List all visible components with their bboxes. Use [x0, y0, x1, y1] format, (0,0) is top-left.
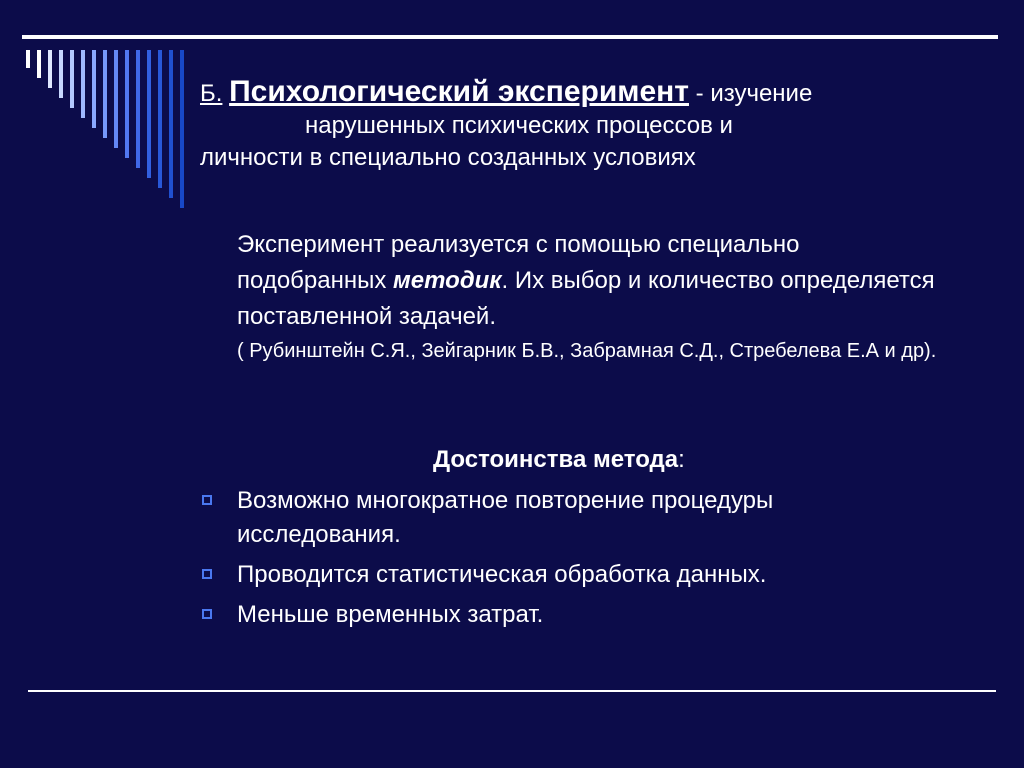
title-line-2: нарушенных психических процессов и — [305, 112, 733, 139]
bottom-rule — [28, 690, 996, 692]
title-line-1 — [200, 76, 940, 110]
stripe — [70, 50, 74, 108]
stripe — [158, 50, 162, 188]
paragraph-text — [237, 227, 937, 335]
stripe — [103, 50, 107, 138]
stripe — [125, 50, 129, 158]
square-bullet-icon — [202, 495, 212, 505]
stripe — [37, 50, 41, 78]
slide-title — [200, 76, 940, 174]
list-item-text: Возможно многократное повторение процедуры исследования. — [237, 487, 774, 548]
square-bullet-icon — [202, 609, 212, 619]
stripe — [81, 50, 85, 118]
list-item — [200, 484, 940, 552]
paragraph-part-1: Эксперимент реализуется с помощью специально подобранных — [237, 231, 800, 294]
stripe — [26, 50, 30, 68]
advantages-heading — [433, 444, 685, 476]
stripe — [114, 50, 118, 148]
top-rule — [22, 35, 998, 39]
title-prefix: Б. — [200, 80, 223, 107]
advantages-heading-colon: : — [678, 446, 685, 473]
stripe — [48, 50, 52, 88]
advantages-heading-text: Достоинства метода — [433, 446, 679, 473]
paragraph-part-2: . Их выбор и количество определяется поставленной задачей. — [237, 267, 935, 330]
list-item — [200, 598, 940, 632]
list-item-text: Проводится статистическая обработка данных. — [237, 561, 767, 588]
stripe — [92, 50, 96, 128]
list-item — [200, 558, 940, 592]
title-line-3: личности в специально созданных условиях — [200, 144, 696, 171]
stripe — [147, 50, 151, 178]
list-item-text: Меньше временных затрат. — [237, 601, 544, 628]
advantages-list — [200, 484, 940, 638]
paragraph-references: ( Рубинштейн С.Я., Зейгарник Б.В., Забрамная С.Д., Стребелева Е.А и др). — [237, 340, 937, 362]
title-suffix: - изучение — [688, 80, 813, 107]
stripe — [59, 50, 63, 98]
stripe — [136, 50, 140, 168]
experiment-paragraph — [237, 227, 937, 367]
stripe — [169, 50, 173, 198]
stripe — [180, 50, 184, 208]
paragraph-emphasis: методик — [393, 267, 502, 294]
title-main: Психологический эксперимент — [229, 75, 689, 108]
square-bullet-icon — [202, 569, 212, 579]
